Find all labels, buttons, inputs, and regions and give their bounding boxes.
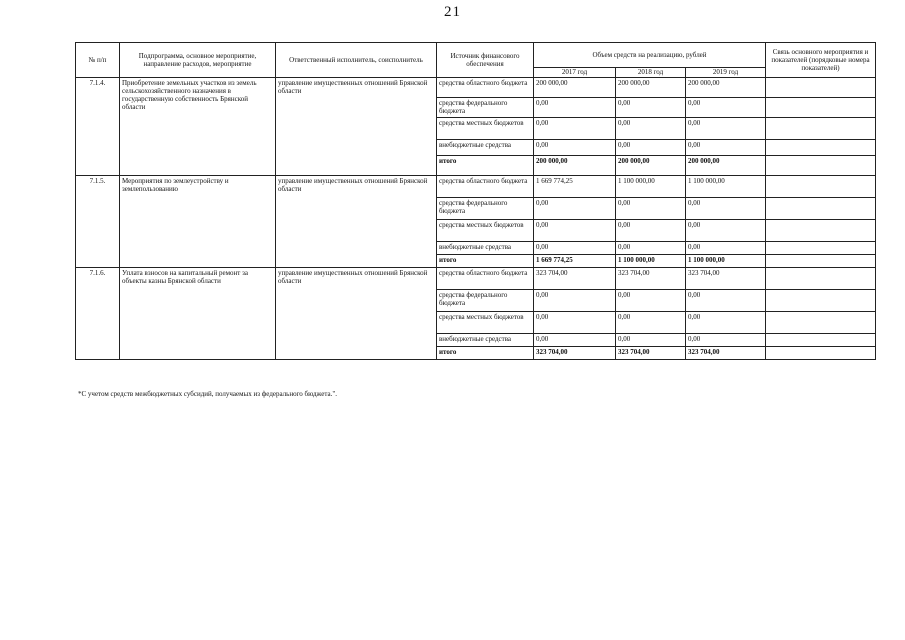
value-2017: 0,00	[534, 198, 616, 220]
value-2019: 0,00	[686, 198, 766, 220]
table-row	[76, 176, 876, 198]
row-executor: управление имущественных отношений Брянской области	[276, 176, 437, 268]
value-2017: 0,00	[534, 290, 616, 312]
value-2019: 0,00	[686, 220, 766, 242]
value-2018: 0,00	[616, 140, 686, 156]
row-title: Мероприятия по землеустройству и землепользованию	[120, 176, 276, 268]
header-source: Источник финансового обеспечения	[437, 43, 534, 78]
header-volume: Объем средств на реализацию, рублей	[534, 43, 766, 68]
header-year-2019: 2019 год	[686, 68, 766, 78]
value-2019: 0,00	[686, 334, 766, 347]
value-2017: 1 669 774,25	[534, 255, 616, 268]
funding-source: средства местных бюджетов	[437, 220, 534, 242]
table-body	[76, 78, 876, 360]
row-executor: управление имущественных отношений Брянской области	[276, 268, 437, 360]
funding-source: средства местных бюджетов	[437, 312, 534, 334]
funding-source: средства федерального бюджета	[437, 290, 534, 312]
value-2017: 0,00	[534, 242, 616, 255]
link-cell	[766, 78, 876, 98]
link-cell	[766, 176, 876, 198]
value-2018: 0,00	[616, 334, 686, 347]
funding-table	[75, 42, 876, 360]
page-number: 21	[444, 4, 461, 20]
value-2018: 0,00	[616, 98, 686, 118]
value-2018: 0,00	[616, 312, 686, 334]
value-2017: 0,00	[534, 220, 616, 242]
link-cell	[766, 268, 876, 290]
value-2019: 0,00	[686, 290, 766, 312]
value-2017: 0,00	[534, 98, 616, 118]
value-2018: 1 100 000,00	[616, 255, 686, 268]
row-number: 7.1.4.	[76, 78, 120, 176]
value-2018: 200 000,00	[616, 78, 686, 98]
link-cell	[766, 334, 876, 347]
value-2017: 200 000,00	[534, 78, 616, 98]
funding-source: средства областного бюджета	[437, 268, 534, 290]
funding-source: внебюджетные средства	[437, 140, 534, 156]
value-2019: 0,00	[686, 118, 766, 140]
link-cell	[766, 255, 876, 268]
link-cell	[766, 156, 876, 176]
value-2019: 1 100 000,00	[686, 176, 766, 198]
link-cell	[766, 347, 876, 360]
value-2018: 0,00	[616, 118, 686, 140]
value-2019: 0,00	[686, 98, 766, 118]
funding-source: средства федерального бюджета	[437, 98, 534, 118]
value-2018: 323 704,00	[616, 347, 686, 360]
table-header	[76, 43, 876, 78]
row-title: Приобретение земельных участков из земель сельскохозяйственного назначения в государственную собственность Брянской области	[120, 78, 276, 176]
value-2017: 0,00	[534, 140, 616, 156]
funding-source: внебюджетные средства	[437, 334, 534, 347]
funding-source: внебюджетные средства	[437, 242, 534, 255]
value-2019: 200 000,00	[686, 78, 766, 98]
value-2019: 0,00	[686, 140, 766, 156]
value-2018: 0,00	[616, 220, 686, 242]
value-2017: 323 704,00	[534, 347, 616, 360]
value-2019: 0,00	[686, 312, 766, 334]
value-2017: 0,00	[534, 312, 616, 334]
header-link: Связь основного мероприятия и показателей (порядковые номера показателей)	[766, 43, 876, 78]
table-row	[76, 78, 876, 98]
value-2017: 1 669 774,25	[534, 176, 616, 198]
row-title: Уплата взносов на капитальный ремонт за объекты казны Брянской области	[120, 268, 276, 360]
link-cell	[766, 198, 876, 220]
value-2019: 0,00	[686, 242, 766, 255]
table-row	[76, 268, 876, 290]
header-num: № п/п	[76, 43, 120, 78]
row-number: 7.1.5.	[76, 176, 120, 268]
value-2019: 1 100 000,00	[686, 255, 766, 268]
funding-source: средства местных бюджетов	[437, 118, 534, 140]
header-year-2018: 2018 год	[616, 68, 686, 78]
header-executor: Ответственный исполнитель, соисполнитель	[276, 43, 437, 78]
value-2018: 0,00	[616, 198, 686, 220]
header-year-2017: 2017 год	[534, 68, 616, 78]
header-subprogram: Подпрограмма, основное мероприятие, направление расходов, мероприятие	[120, 43, 276, 78]
value-2018: 323 704,00	[616, 268, 686, 290]
link-cell	[766, 98, 876, 118]
funding-source: итого	[437, 156, 534, 176]
row-executor: управление имущественных отношений Брянской области	[276, 78, 437, 176]
value-2018: 0,00	[616, 242, 686, 255]
value-2018: 1 100 000,00	[616, 176, 686, 198]
link-cell	[766, 312, 876, 334]
value-2018: 200 000,00	[616, 156, 686, 176]
value-2017: 323 704,00	[534, 268, 616, 290]
link-cell	[766, 140, 876, 156]
link-cell	[766, 290, 876, 312]
value-2017: 200 000,00	[534, 156, 616, 176]
funding-source: средства областного бюджета	[437, 176, 534, 198]
value-2017: 0,00	[534, 118, 616, 140]
value-2018: 0,00	[616, 290, 686, 312]
link-cell	[766, 242, 876, 255]
row-number: 7.1.6.	[76, 268, 120, 360]
value-2019: 323 704,00	[686, 347, 766, 360]
funding-source: итого	[437, 255, 534, 268]
funding-source: средства областного бюджета	[437, 78, 534, 98]
value-2019: 200 000,00	[686, 156, 766, 176]
funding-source: итого	[437, 347, 534, 360]
footnote: *С учетом средств межбюджетных субсидий, получаемых из федерального бюджета.".	[78, 390, 337, 398]
funding-source: средства федерального бюджета	[437, 198, 534, 220]
value-2019: 323 704,00	[686, 268, 766, 290]
link-cell	[766, 220, 876, 242]
value-2017: 0,00	[534, 334, 616, 347]
link-cell	[766, 118, 876, 140]
